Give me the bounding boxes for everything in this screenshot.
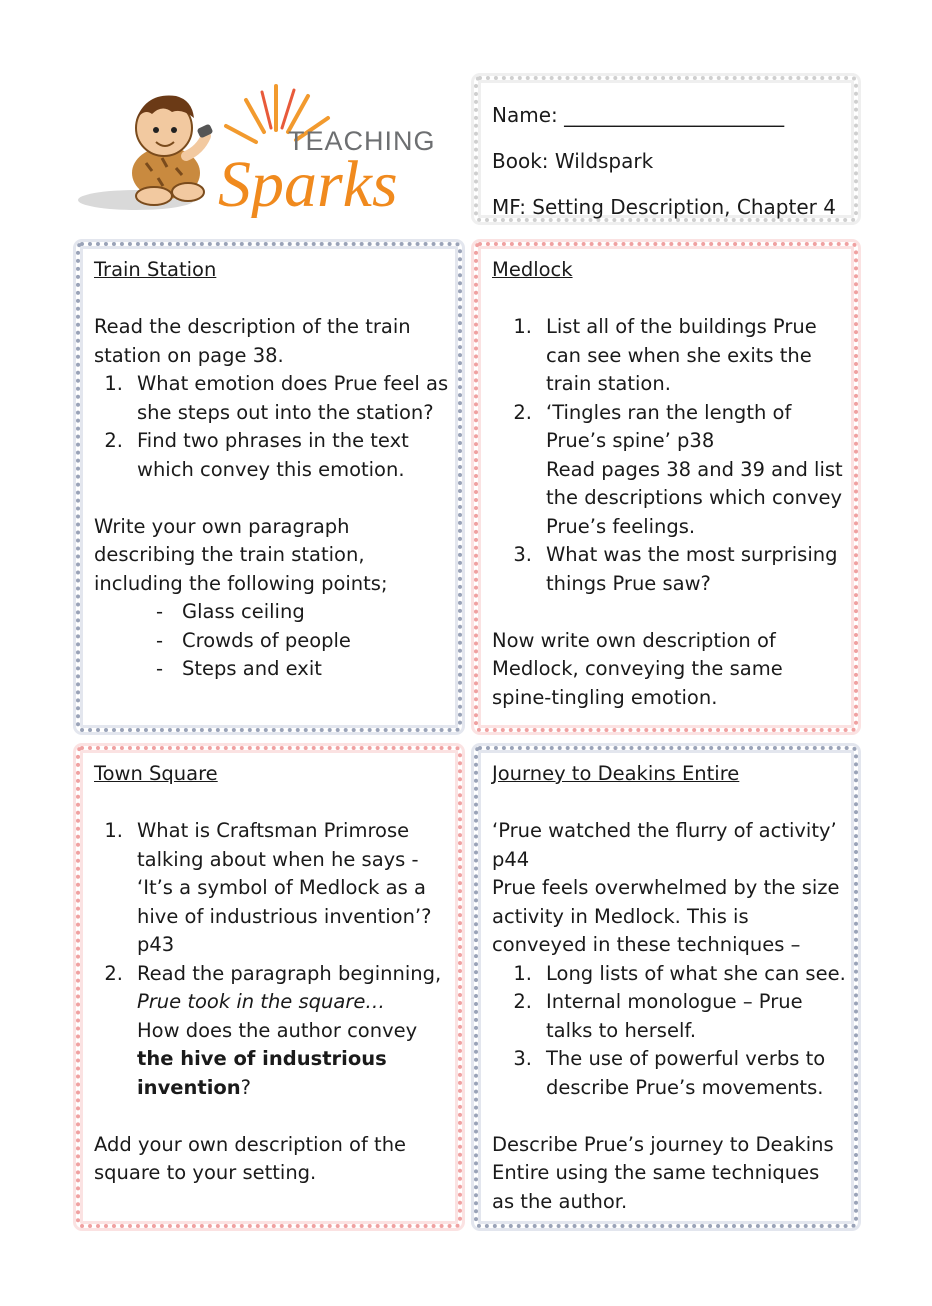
quote-text: ‘Prue watched the flurry of activity’ p44: [492, 819, 837, 871]
list-item: 2. Internal monologue – Prue talks to herself.: [513, 990, 803, 1042]
mf-label: MF: Setting Description, Chapter 4: [492, 195, 836, 219]
list-item: 1. What emotion does Prue feel as she steps out into the station?: [104, 372, 449, 424]
list-item: 1. Long lists of what she can see.: [513, 961, 846, 985]
list-item: 2. ‘Tingles ran the length of Prue’s spine’ p38 Read pages 38 and 39 and list the descriptions which convey Prue’s feelings.: [513, 400, 843, 538]
header-info-box: [474, 76, 858, 222]
caveman-mascot-icon: [76, 78, 446, 218]
book-label: Book: Wildspark: [492, 149, 654, 173]
card-title: Medlock: [492, 258, 573, 281]
intro-text: Read the description of the train station on page 38.: [94, 315, 411, 367]
paragraph-text: Add your own description of the square to your setting.: [94, 1132, 407, 1184]
medlock-card: [474, 242, 858, 732]
svg-text:Sparks: Sparks: [218, 148, 398, 218]
town-square-card: [76, 746, 462, 1228]
card-title: Train Station: [94, 258, 217, 281]
card-title: Journey to Deakins Entire: [492, 762, 740, 785]
list-item: 1. List all of the buildings Prue can see when she exits the train station.: [513, 315, 817, 395]
list-item: 3. What was the most surprising things Prue saw?: [513, 543, 838, 595]
paragraph-text: Describe Prue’s journey to Deakins Entire using the same techniques as the author.: [492, 1132, 834, 1213]
name-field[interactable]: Name: ______________________: [492, 103, 785, 127]
bullet-item: - Steps and exit: [155, 657, 322, 680]
svg-text:TEACHING: TEACHING: [288, 126, 436, 156]
list-item: 1. What is Craftsman Primrose talking about when he says - ‘It’s a symbol of Medlock as a hive of industrious invention’? p43: [104, 819, 432, 956]
paragraph-text: Write your own paragraph describing the train station, including the following points;: [94, 514, 388, 595]
paragraph-text: Now write own description of Medlock, conveying the same spine-tingling emotion.: [492, 628, 783, 709]
train-station-card: [76, 242, 462, 732]
journey-card: [474, 746, 858, 1228]
list-item: 2. Find two phrases in the text which convey this emotion.: [104, 429, 409, 481]
intro-text: Prue feels overwhelmed by the size activity in Medlock. This is conveyed in these techniques –: [492, 876, 840, 956]
teaching-sparks-logo: [76, 78, 446, 218]
list-item: 3. The use of powerful verbs to describe Prue’s movements.: [513, 1047, 826, 1099]
list-item: 2. Read the paragraph beginning, Prue took in the square… How does the author convey the hive of industrious invention?: [104, 961, 442, 1099]
card-title: Town Square: [94, 762, 218, 785]
bullet-item: - Glass ceiling: [155, 600, 305, 623]
bullet-item: - Crowds of people: [155, 628, 351, 652]
